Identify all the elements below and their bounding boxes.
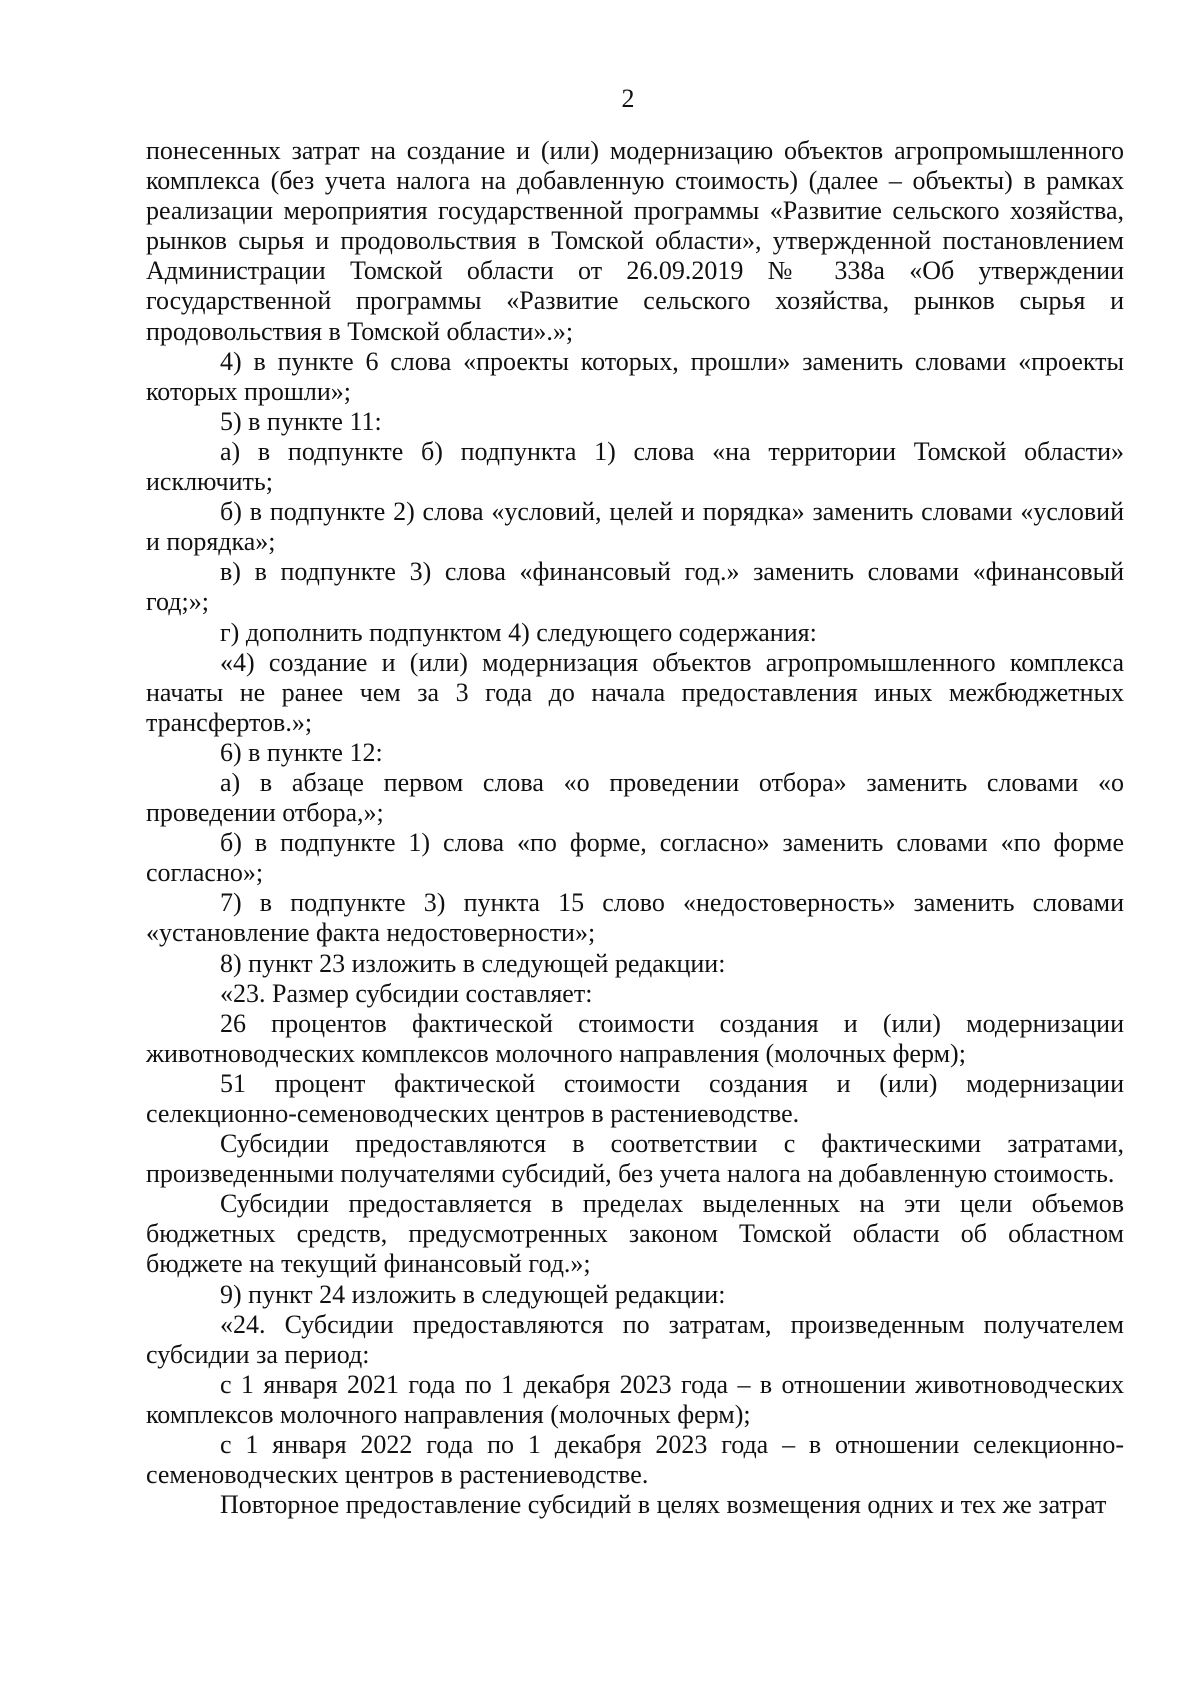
paragraph-item-9: 9) пункт 24 изложить в следующей редакции:	[220, 1279, 726, 1309]
page-number: 2	[621, 84, 635, 113]
paragraph-period-2022: с 1 января 2022 года по 1 декабря 2023 года – в отношении селекционно-семеноводческих центров в растениеводстве.	[146, 1430, 1124, 1490]
paragraph-item-5g: г) дополнить подпунктом 4) следующего содержания:	[220, 617, 817, 647]
paragraph-repeat-subsidy: Повторное предоставление субсидий в целях возмещения одних и тех же затрат	[220, 1490, 1107, 1520]
paragraph-period-2021: с 1 января 2021 года по 1 декабря 2023 года – в отношении животноводческих комплексов молочного направления (молочных ферм);	[146, 1369, 1124, 1429]
paragraph-continuation: понесенных затрат на создание и (или) модернизацию объектов агропромышленного комплекса (без учета налога на добавленную стоимость) (далее – объекты) в рамках реализации мероприятия государственной программы «Развитие сельского хозяйства, рынков сырья и продовольствия в Томской области», утвержденной постановлением Администрации Томской области от 26.09.2019 № 338а «Об утверждении государственной программы «Развитие сельского хозяйства, рынков сырья и продовольствия в Томской области».»;	[146, 136, 1124, 346]
paragraph-item-7: 7) в подпункте 3) пункта 15 слово «недостоверность» заменить словами «установление факта недостоверности»;	[146, 888, 1124, 948]
paragraph-subsidy-budget-limits: Субсидии предоставляется в пределах выделенных на эти цели объемов бюджетных средств, предусмотренных законом Томской области об областном бюджете на текущий финансовый год.»;	[146, 1189, 1124, 1279]
paragraph-item-6b: б) в подпункте 1) слова «по форме, согласно» заменить словами «по форме согласно»;	[146, 828, 1124, 888]
paragraph-item-6a: а) в абзаце первом слова «о проведении отбора» заменить словами «о проведении отбора,»;	[146, 767, 1124, 828]
paragraph-item-6: 6) в пункте 12:	[220, 737, 383, 767]
paragraph-item-4: 4) в пункте 6 слова «проекты которых, прошли» заменить словами «проекты которых прошли»;	[146, 346, 1124, 406]
paragraph-item-8: 8) пункт 23 изложить в следующей редакции:	[220, 948, 726, 978]
paragraph-item-5a: а) в подпункте б) подпункта 1) слова «на территории Томской области» исключить;	[146, 436, 1124, 497]
paragraph-item-5v: в) в подпункте 3) слова «финансовый год.» заменить словами «финансовый год;»;	[146, 557, 1124, 617]
paragraph-quote-24: «24. Субсидии предоставляются по затратам, произведенным получателем субсидии за период:	[146, 1309, 1124, 1369]
document-body	[146, 136, 1124, 1520]
paragraph-quote-subitem-4: «4) создание и (или) модернизация объектов агропромышленного комплекса начаты не ранее чем за 3 года до начала предоставления иных межбюджетных трансфертов.»;	[146, 647, 1124, 737]
paragraph-subsidy-26: 26 процентов фактической стоимости создания и (или) модернизации животноводческих комплексов молочного направления (молочных ферм);	[146, 1008, 1124, 1068]
paragraph-quote-23: «23. Размер субсидии составляет:	[220, 978, 593, 1008]
paragraph-item-5b: б) в подпункте 2) слова «условий, целей и порядка» заменить словами «условий и порядка»;	[146, 497, 1124, 557]
paragraph-item-5: 5) в пункте 11:	[220, 406, 382, 436]
paragraph-subsidy-actual-costs: Субсидии предоставляются в соответствии с фактическими затратами, произведенными получателями субсидий, без учета налога на добавленную стоимость.	[146, 1129, 1124, 1189]
paragraph-subsidy-51: 51 процент фактической стоимости создания и (или) модернизации селекционно-семеноводческих центров в растениеводстве.	[146, 1068, 1124, 1128]
